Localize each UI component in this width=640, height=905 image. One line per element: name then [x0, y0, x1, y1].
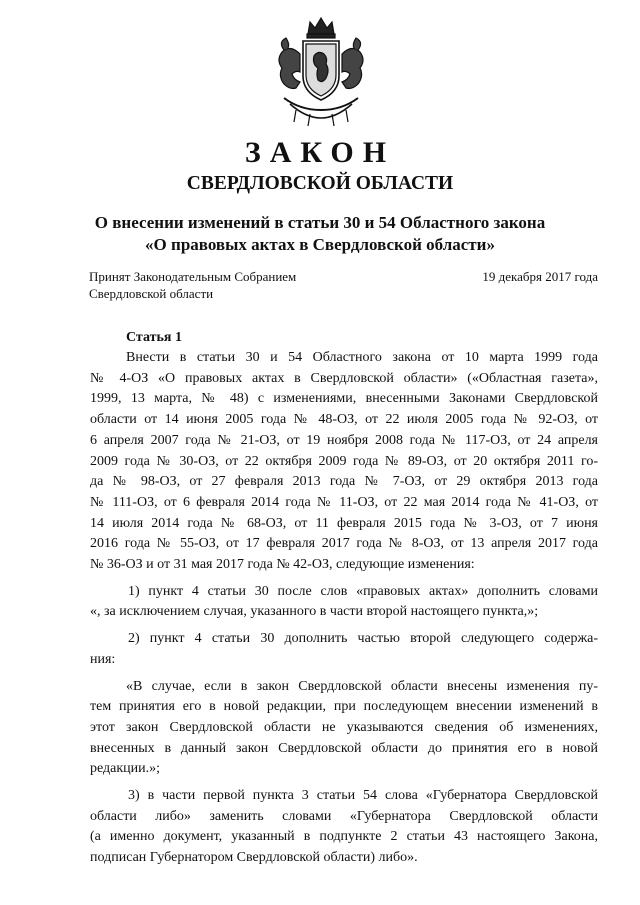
article-paragraph [90, 348, 598, 576]
article-paragraph [90, 629, 598, 670]
law-subtitle: СВЕРДЛОВСКОЙ ОБЛАСТИ [186, 173, 454, 194]
text-line: редакции.»; [90, 761, 161, 777]
text-line: 1999, 13 марта, № 48) с изменениями, внесенными Законами Свердловской [90, 391, 598, 407]
text-line: да № 98-ОЗ, от 27 февраля 2013 года № 7-ОЗ, от 29 октября 2013 года [90, 474, 598, 490]
text-line: № 111-ОЗ, от 6 февраля 2014 года № 11-ОЗ, от 22 мая 2014 года № 41-ОЗ, от [90, 494, 598, 510]
text-line: № 36-ОЗ и от 31 мая 2017 года № 42-ОЗ, следующие изменения: [90, 557, 475, 573]
text-line: № 4-ОЗ «О правовых актах в Свердловской области» («Областная газета», [90, 370, 598, 386]
text-line: 1) пункт 4 статьи 30 после слов «правовых актах» дополнить словами [128, 583, 598, 599]
text-line: внесенных в данный закон Свердловской области до принятия его в новой [90, 740, 598, 756]
adoption-line: Свердловской области [89, 286, 214, 301]
adoption-body [89, 268, 296, 302]
adoption-line: Принят Законодательным Собранием [89, 269, 297, 284]
text-line: ния: [90, 651, 116, 667]
text-line: 3) в части первой пункта 3 статьи 54 слова «Губернатора Свердловской [128, 788, 598, 804]
text-line: 2) пункт 4 статьи 30 дополнить частью второй следующего содержа- [128, 631, 598, 647]
heading-line: «О правовых актах в Свердловской области» [145, 235, 495, 254]
text-line: 14 июля 2014 года № 68-ОЗ, от 11 февраля 2015 года № 3-ОЗ, от 7 июня [90, 515, 598, 531]
article-paragraph [90, 786, 598, 869]
text-line: этот закон Свердловской области не указываются сведения об изменениях, [90, 719, 598, 735]
text-line: «В случае, если в закон Свердловской области внесены изменения пу- [126, 678, 598, 694]
adoption-date: 19 декабря 2017 года [482, 269, 598, 284]
text-line: «, за исключением случая, указанного в части второй настоящего пункта,»; [90, 604, 539, 620]
text-line: (а именно документ, указанный в подпункте 2 статьи 43 настоящего Закона, [90, 829, 598, 845]
text-line: 2009 года № 30-ОЗ, от 22 октября 2009 года № 89-ОЗ, от 20 октября 2011 го- [90, 453, 598, 469]
article-paragraph [90, 677, 598, 781]
text-line: 2016 года № 55-ОЗ, от 17 февраля 2017 года № 8-ОЗ, от 13 апреля 2017 года [90, 536, 598, 552]
text-line: тем принятия его в новой редакции, при последующем внесении изменений в [90, 699, 598, 715]
article-paragraph [90, 582, 598, 623]
text-line: Внести в статьи 30 и 54 Областного закона от 10 марта 1999 года [126, 350, 598, 365]
text-line: области от 14 июня 2005 года № 48-ОЗ, от 22 июля 2005 года № 92-ОЗ, от [90, 412, 598, 428]
heading-line: О внесении изменений в статьи 30 и 54 Областного закона [94, 213, 546, 232]
text-line: области либо» заменить словами «Губернатора Свердловской области [90, 808, 598, 824]
law-title: ЗАКОН [244, 136, 396, 169]
coat-of-arms-emblem [270, 14, 372, 128]
text-line: 6 апреля 2007 года № 21-ОЗ, от 19 ноября 2008 года № 117-ОЗ, от 24 апреля [90, 432, 598, 448]
article-title: Статья 1 [126, 330, 182, 345]
text-line: подписан Губернатором Свердловской области) либо». [90, 850, 418, 866]
article-body [90, 348, 598, 869]
law-heading [40, 212, 600, 256]
